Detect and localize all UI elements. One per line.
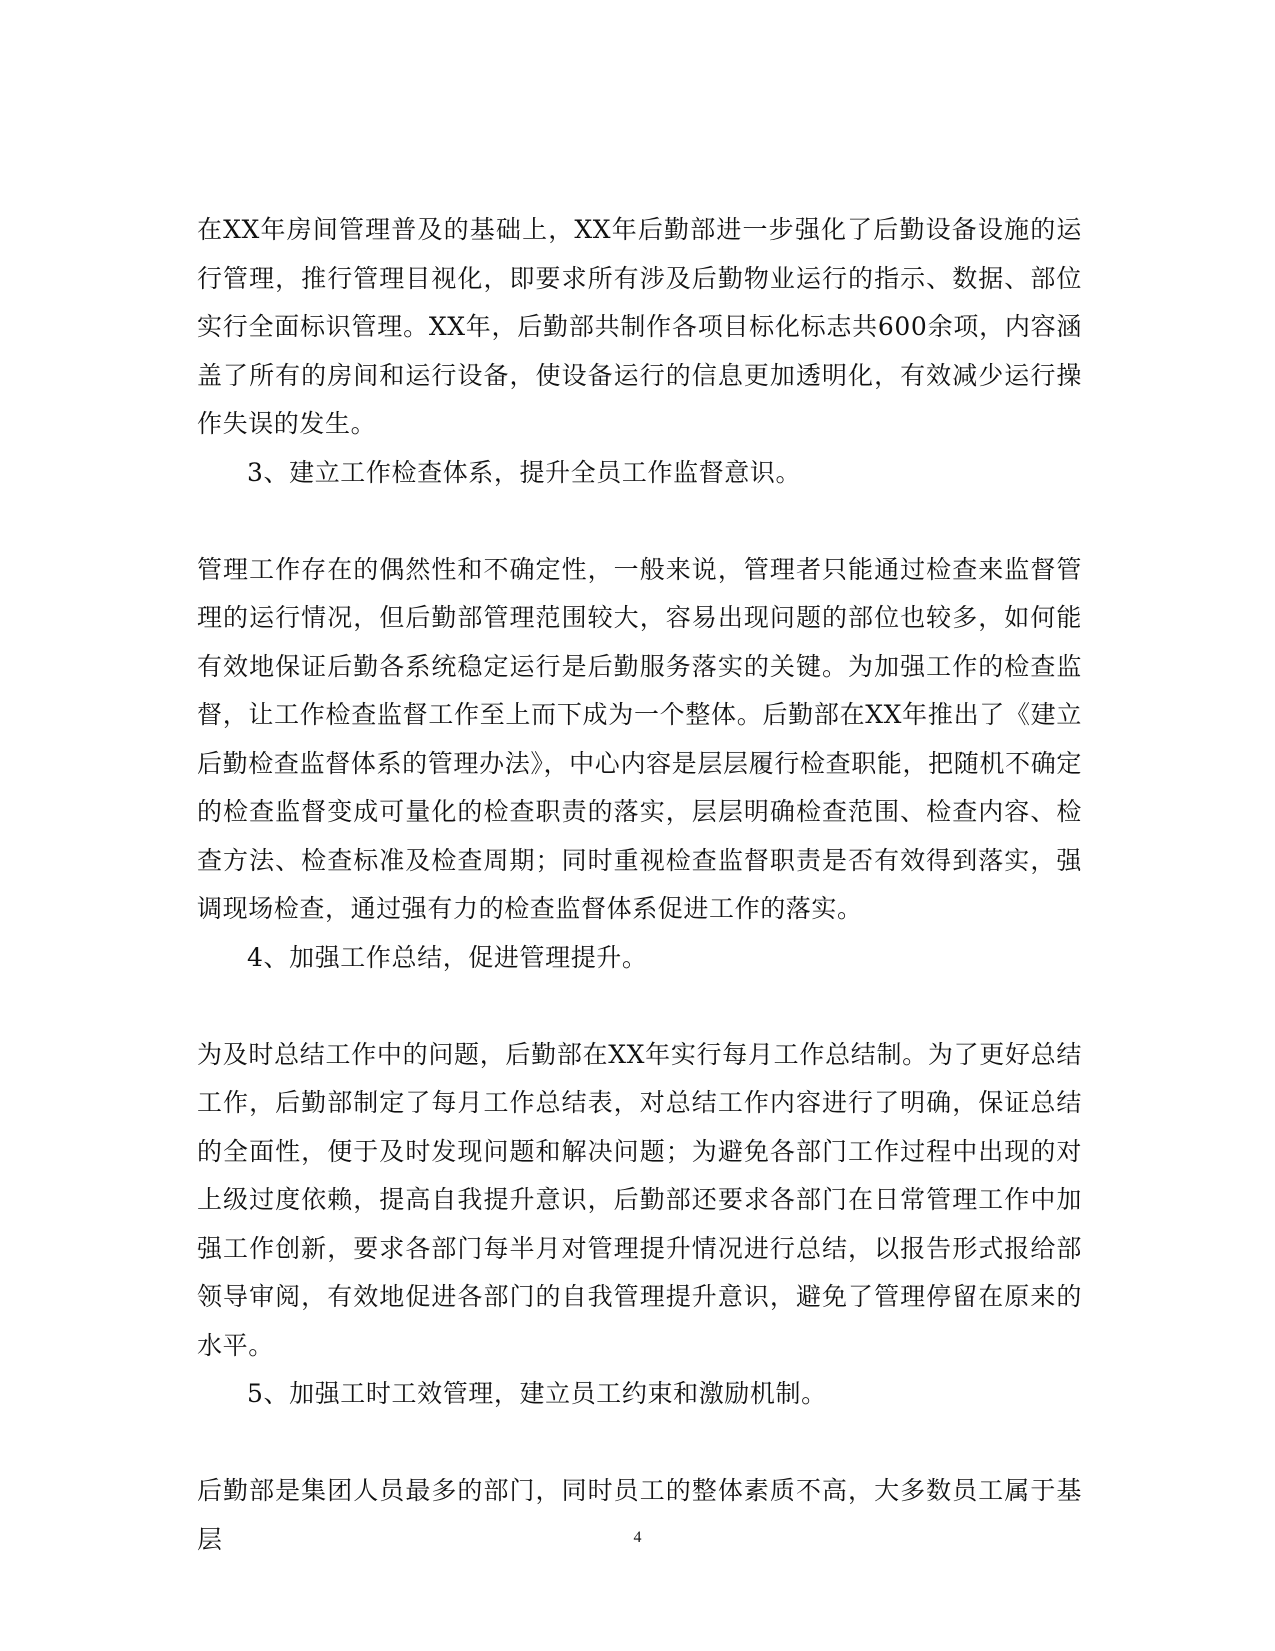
section-heading-3: 3、建立工作检查体系，提升全员工作监督意识。 [247,457,802,487]
paragraph-staff-overview: 后勤部是集团人员最多的部门，同时员工的整体素质不高，大多数员工属于基层 [197,1476,1082,1554]
paragraph-spacer [197,497,1082,546]
paragraph-spacer [197,1419,1082,1468]
paragraph-work-summary: 为及时总结工作中的问题，后勤部在XX年实行每月工作总结制。为了更好总结工作，后勤部制定了每月工作总结表，对总结工作内容进行了明确，保证总结的全面性，便于及时发现问题和解决问题；为避免各部门工作过程中出现的对上级过度依赖，提高自我提升意识，后勤部还要求各部门在日常管理工作中加强工作创新，要求各部门每半月对管理提升情况进行总结，以报告形式报给部领导审阅，有效地促进各部门的自我管理提升意识，避免了管理停留在原来的水平。 [197,1039,1082,1360]
page-number: 4 [633,1529,642,1546]
paragraph-room-management: 在XX年房间管理普及的基础上，XX年后勤部进一步强化了后勤设备设施的运行管理，推行管理目视化，即要求所有涉及后勤物业运行的指示、数据、部位实行全面标识管理。XX年，后勤部共制作各项目标化标志共600余项，内容涵盖了所有的房间和运行设备，使设备运行的信息更加透明化，有效减少运行操作失误的发生。 [197,215,1082,438]
document-body [197,206,1082,1564]
section-heading-4: 4、加强工作总结，促进管理提升。 [247,942,648,972]
paragraph-inspection-system: 管理工作存在的偶然性和不确定性，一般来说，管理者只能通过检查来监督管理的运行情况，但后勤部管理范围较大，容易出现问题的部位也较多，如何能有效地保证后勤各系统稳定运行是后勤服务落实的关键。为加强工作的检查监督，让工作检查监督工作至上而下成为一个整体。后勤部在XX年推出了《建立后勤检查监督体系的管理办法》，中心内容是层层履行检查职能，把随机不确定的检查监督变成可量化的检查职责的落实，层层明确检查范围、检查内容、检查方法、检查标准及检查周期；同时重视检查监督职责是否有效得到落实，强调现场检查，通过强有力的检查监督体系促进工作的落实。 [197,554,1082,923]
section-heading-5: 5、加强工时工效管理，建立员工约束和激励机制。 [247,1379,827,1408]
paragraph-spacer [197,982,1082,1031]
